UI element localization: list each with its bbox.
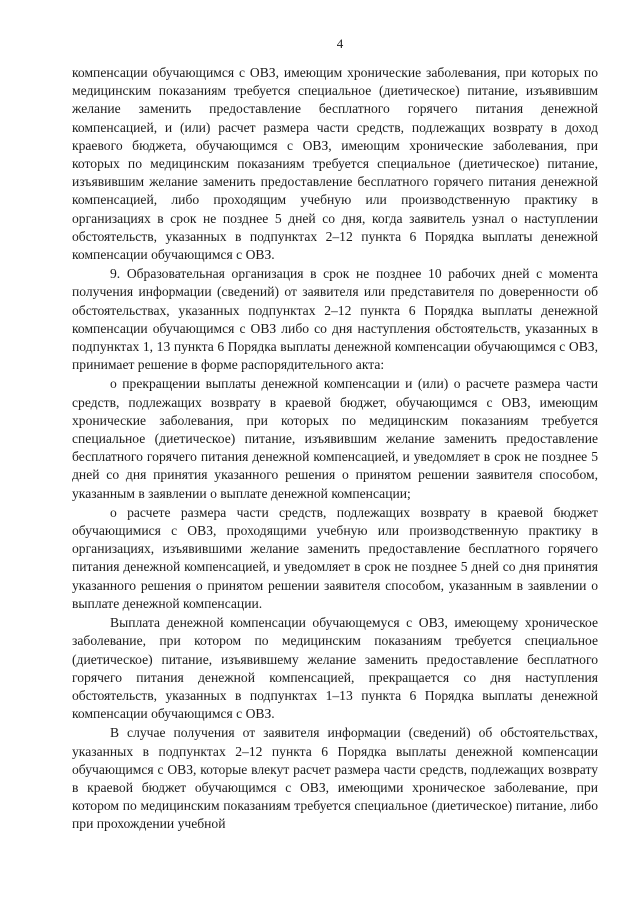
paragraph-termination-decision: о прекращении выплаты денежной компенсации и (или) о расчете размера части средств, подлежащих возврату в краевой бюджет, обучающимся с ОВЗ, имеющим хронические заболевания, при которых по медицинским показаниям требуется специальное (диетическое) питание, изъявившим желание заменить предоставление бесплатного горячего питания денежной компенсацией, и уведомляет в срок не позднее 5 дней со дня принятия указанного решения о принятом решении заявителя способом, указанным в заявлении о выплате денежной компенсации; <box>72 376 598 501</box>
paragraph-continuation: компенсации обучающимся с ОВЗ, имеющим хронические заболевания, при которых по медицинским показаниям требуется специальное (диетическое) питание, изъявившим желание заменить предоставление бесплатного горячего питания денежной компенсацией, и (или) расчет размера части средств, подлежащих возврату в доход краевого бюджета, обучающимся с ОВЗ, имеющим хронические заболевания, при которых по медицинским показаниям требуется специальное (диетическое) питание, изъявившим желание заменить предоставление бесплатного горячего питания денежной компенсацией, либо проходящим учебную или производственную практику в организациях в срок не позднее 5 дней со дня, когда заявитель узнал о наступлении обстоятельств, указанных в подпунктах 2–12 пункта 6 Порядка выплаты денежной компенсации обучающимся с ОВЗ. <box>72 65 598 263</box>
paragraph-information-received: В случае получения от заявителя информации (сведений) об обстоятельствах, указанных в подпунктах 2–12 пункта 6 Порядка выплаты денежной компенсации обучающимся с ОВЗ, которые влекут расчет размера части средств, подлежащих возврату в краевой бюджет обучающимся с ОВЗ, имеющими хроническое заболевание, при котором по медицинским показаниям требуется специальное (диетическое) питание, либо при прохождении учебной <box>72 725 598 832</box>
paragraph-practice-refund: о расчете размера части средств, подлежащих возврату в краевой бюджет обучающимися с ОВЗ, проходящими учебную или производственную практику в организациях, изъявившими желание заменить предоставление бесплатного горячего питания денежной компенсацией, и уведомляет в срок не позднее 5 дней со дня принятия указанного решения о принятом решении заявителя способом, указанным в заявлении о выплате денежной компенсации. <box>72 504 598 611</box>
paragraph-item-9: 9. Образовательная организация в срок не позднее 10 рабочих дней с момента получения информации (сведений) от заявителя или представителя по доверенности об обстоятельствах, указанных подпунктах 2–12 пункта 6 Порядка выплаты денежной компенсации обучающимся с ОВЗ либо со дня наступления обстоятельств, указанных в подпунктах 1, 13 пункта 6 Порядка выплаты денежной компенсации обучающимся с ОВЗ, принимает решение в форме распорядительного акта: <box>72 266 598 373</box>
paragraph-payment-termination: Выплата денежной компенсации обучающемуся с ОВЗ, имеющему хроническое заболевание, при котором по медицинским показаниям требуется специальное (диетическое) питание, изъявившему желание заменить предоставление бесплатного горячего питания денежной компенсацией, прекращается со дня наступления обстоятельств, указанных в подпунктах 1–13 пункта 6 Порядка выплаты денежной компенсации обучающимся с ОВЗ. <box>72 615 598 722</box>
page-number: 4 <box>336 36 344 51</box>
